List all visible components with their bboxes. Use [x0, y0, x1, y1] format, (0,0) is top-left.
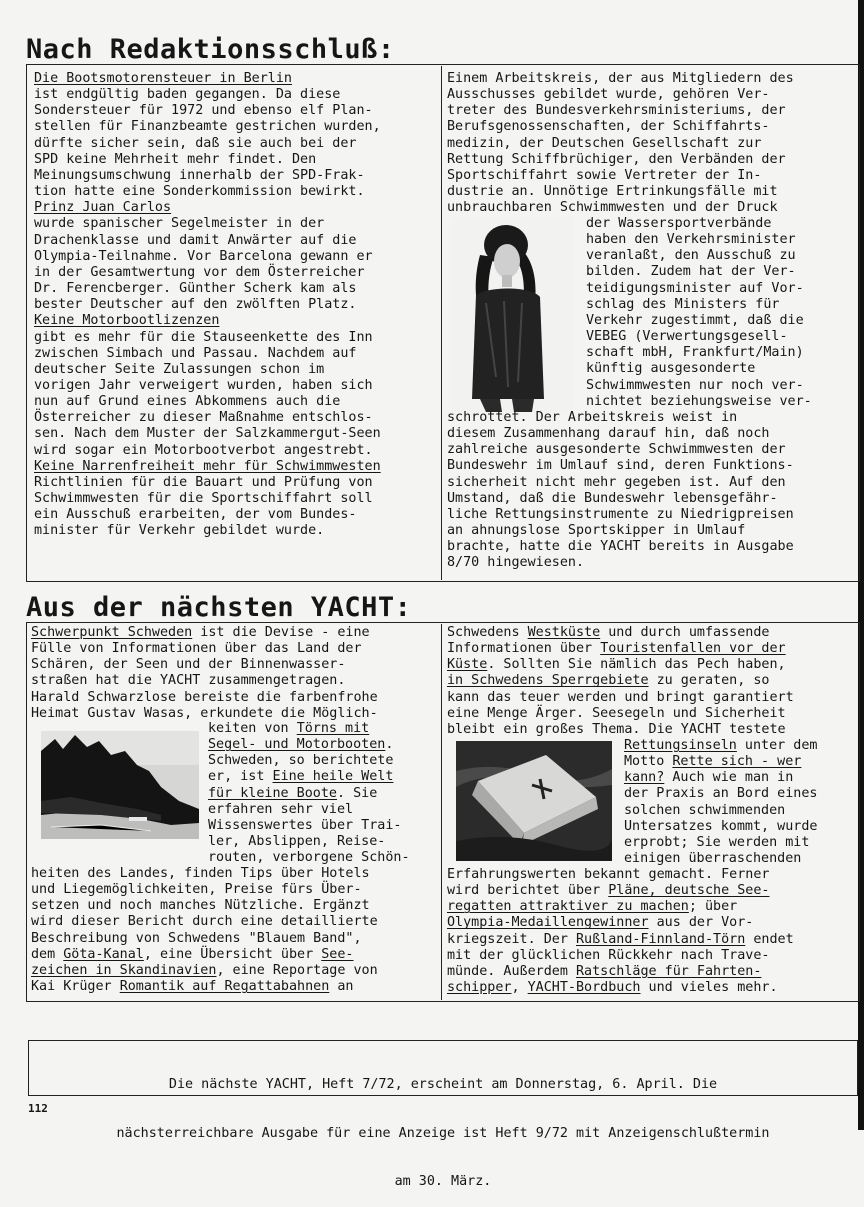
text-line [624, 835, 818, 851]
text-line [208, 721, 410, 737]
topic-highlight: Romantik auf Regattabahnen [119, 979, 330, 995]
text-line [31, 963, 378, 979]
text-line: Meinungsumschwung innerhalb der SPD-Frak- [34, 167, 365, 183]
text-segment: keiten von [208, 721, 297, 736]
text-segment: ist die Devise - eine [192, 625, 370, 640]
text-line [208, 753, 410, 769]
text-line [624, 851, 818, 867]
topic-highlight: Rette sich - wer [672, 754, 802, 770]
text-line: sicherheit nicht mehr gegeben ist. Auf den [447, 474, 786, 490]
topic-highlight: Rußland-Finnland-Törn [576, 931, 746, 947]
topic-highlight: Göta-Kanal [63, 946, 144, 962]
text-segment: heiten des Landes, finden Tips über Hotels [31, 866, 370, 881]
text-line [31, 690, 378, 706]
preview-right-column-wrap [624, 738, 818, 867]
text-line: Einem Arbeitskreis, der aus Mitgliedern des [447, 71, 794, 86]
text-line: ein Ausschuß erarbeiten, der vom Bundes- [34, 507, 357, 523]
text-line: tion hatte eine Sonderkommission bewirkt. [34, 184, 365, 200]
topic-highlight: Ratschläge für Fahrten- [576, 963, 762, 979]
text-line: nun auf Grund eines Abkommens auch die [34, 394, 341, 410]
text-line [208, 834, 410, 850]
text-line [447, 915, 794, 931]
topic-highlight: für kleine Boote [208, 785, 337, 801]
text-line [208, 802, 410, 818]
text-line: liche Rettungsinstrumente zu Niedrigpreisen [447, 506, 794, 522]
text-segment: Untersatzes kommt, wurde [624, 818, 818, 834]
text-line [624, 770, 818, 786]
text-line [31, 657, 378, 673]
text-segment: , eine Übersicht über [143, 946, 322, 962]
preview-left-column-bottom [31, 866, 378, 995]
text-line [447, 948, 794, 964]
sweden-landscape-photo [41, 731, 199, 839]
text-line: Schwimmwesten für die Sportschiffahrt soll [34, 491, 373, 507]
text-segment: . Sollten Sie nämlich das Pech haben, [487, 657, 786, 673]
preview-right-column-bottom [447, 867, 794, 996]
text-line: brachte, hatte die YACHT bereits in Ausgabe [447, 539, 794, 555]
text-segment: wird dieser Bericht durch eine detaillierte [31, 914, 378, 930]
text-segment: er, ist [208, 769, 273, 785]
text-segment: einigen überraschenden [624, 851, 802, 867]
text-line [31, 641, 378, 657]
text-line: Olympia-Teilnahme. Vor Barcelona gewann er [34, 248, 373, 264]
text-line [447, 932, 794, 948]
text-segment: Fülle von Informationen über das Land der [31, 641, 362, 657]
text-line: künftig ausgesonderte [586, 361, 756, 377]
text-segment: wird berichtet über [447, 883, 609, 899]
text-segment: Erfahrungswerten bekannt gemacht. Ferner [447, 867, 770, 882]
text-line: bester Deutscher auf den zwölften Platz. [34, 297, 357, 313]
text-line: diesem Zusammenhang darauf hin, daß noch [447, 426, 770, 442]
text-segment: solchen schwimmenden [624, 802, 786, 818]
text-line [31, 931, 378, 947]
text-segment: Heimat Gustav Wasas, erkundete die Möglich- [31, 705, 378, 721]
text-line [447, 625, 794, 641]
text-segment: kriegszeit. Der [447, 931, 576, 947]
text-line: Bundeswehr im Umlauf sind, deren Funktions- [447, 458, 794, 474]
text-line: zwischen Simbach und Passau. Nachdem auf [34, 345, 357, 361]
text-line [208, 737, 410, 753]
article-headline: Keine Motorbootlizenzen [34, 313, 220, 329]
text-segment: erfahren sehr viel [208, 801, 354, 817]
text-segment: an [329, 979, 354, 995]
text-line: sen. Nach dem Muster der Salzkammergut-Seen [34, 426, 381, 442]
text-line: Sondersteuer für 1972 und ebenso elf Plan- [34, 103, 373, 119]
text-line [447, 867, 794, 883]
text-line: der Wassersportverbände [586, 216, 772, 231]
notice-line: Die nächste YACHT, Heft 7/72, erscheint am Donnerstag, 6. April. Die [168, 1077, 718, 1093]
text-line: schlag des Ministers für [586, 296, 780, 312]
topic-highlight: Eine heile Welt [272, 769, 394, 785]
text-line: an ahnungslose Sportskipper in Umlauf [447, 523, 746, 539]
notice-line: nächsterreichbare Ausgabe für eine Anzeige ist Heft 9/72 mit Anzeigenschlußtermin [116, 1125, 770, 1141]
text-segment: erprobt; Sie werden mit [624, 834, 810, 850]
topic-highlight: Olympia-Medaillengewinner [447, 915, 649, 931]
text-segment: Schwedens [447, 625, 528, 640]
news-right-column-wrap [586, 216, 812, 410]
topic-highlight: See- [321, 946, 354, 962]
text-segment: endet [745, 931, 794, 947]
preview-left-column-wrap [208, 721, 410, 866]
text-segment: ler, Abslippen, Reise- [208, 834, 386, 850]
text-line: Österreicher zu dieser Maßnahme entschlos- [34, 410, 373, 426]
text-segment: Motto [624, 754, 673, 770]
text-line [447, 722, 794, 738]
text-segment: Wissenswertes über Trai- [208, 817, 402, 833]
text-segment: bleibt ein großes Thema. Die YACHT testete [447, 721, 786, 737]
text-line: Ausschusses gebildet wurde, gehören Ver- [447, 87, 770, 103]
preview-left-column-top [31, 625, 378, 722]
life-raft-photo [456, 741, 612, 861]
text-line: wurde spanischer Segelmeister in der [34, 216, 325, 232]
text-line [624, 738, 818, 754]
text-line: bilden. Zudem hat der Ver- [586, 264, 796, 280]
text-segment: und vieles mehr. [640, 980, 778, 996]
text-line: nichtet beziehungsweise ver- [586, 393, 812, 409]
text-line: 8/70 hingewiesen. [447, 555, 585, 571]
text-line: Sportschiffahrt sowie Vertreter der In- [447, 167, 762, 183]
text-segment: . [385, 737, 394, 753]
text-line [447, 673, 794, 689]
text-line: haben den Verkehrsminister [586, 232, 796, 248]
text-segment: ; über [688, 899, 738, 915]
topic-highlight: Pläne, deutsche See- [608, 883, 770, 899]
text-line [447, 980, 794, 996]
column-divider [441, 66, 442, 580]
woman-portrait-photo [452, 217, 574, 412]
topic-highlight: YACHT-Bordbuch [527, 980, 641, 996]
text-segment: Schweden, so berichtete [208, 753, 394, 769]
text-segment: setzen und noch manches Nützliche. Ergänzt [31, 898, 370, 914]
article-headline: Prinz Juan Carlos [34, 200, 172, 216]
topic-highlight: Touristenfallen vor der [600, 641, 786, 657]
text-segment: und Liegemöglichkeiten, Preise fürs Über- [31, 882, 362, 898]
text-segment: Harald Schwarzlose bereiste die farbenfrohe [31, 689, 378, 705]
text-line: teidigungsminister auf Vor- [586, 280, 804, 296]
text-line: Dr. Ferencberger. Günther Scherk kam als [34, 281, 357, 297]
text-line: Schwimmwesten nur noch ver- [586, 377, 804, 393]
news-right-column-top [447, 71, 794, 216]
text-line [624, 803, 818, 819]
text-line: Rettung Schiffbrüchiger, den Verbänden der [447, 151, 786, 167]
text-segment: dem [31, 946, 64, 962]
text-line [31, 673, 378, 689]
text-line: gibt es mehr für die Stauseenkette des Inn [34, 329, 373, 345]
section-heading-redaktionsschluss: Nach Redaktionsschluß: [26, 34, 395, 65]
topic-highlight: in Schwedens Sperrgebiete [447, 673, 649, 689]
text-line [208, 818, 410, 834]
topic-highlight: Küste [447, 657, 488, 673]
text-line [447, 964, 794, 980]
topic-highlight: regatten attraktiver zu machen [447, 899, 689, 915]
news-left-column [34, 71, 381, 540]
text-segment: kann das teuer werden und bringt garantiert [447, 689, 794, 705]
text-segment: , eine Reportage von [216, 962, 378, 978]
text-line: unbrauchbaren Schwimmwesten und der Druck [447, 200, 778, 216]
column-divider [441, 624, 442, 1000]
news-right-column-bottom [447, 410, 794, 572]
text-segment: Beschreibung von Schwedens "Blauem Band", [31, 930, 362, 946]
text-line: Verkehr zugestimmt, daß die [586, 312, 804, 328]
text-line [447, 641, 794, 657]
page-number: 112 [28, 1102, 48, 1115]
text-segment: Informationen über [447, 641, 601, 657]
text-line: Umstand, daß die Bundeswehr lebensgefähr- [447, 490, 778, 506]
text-segment: unter dem [736, 738, 818, 753]
text-line [208, 786, 410, 802]
text-segment: Schären, der Seen und der Binnenwasser- [31, 657, 346, 673]
text-line: schrottet. Der Arbeitskreis weist in [447, 410, 738, 425]
text-line [31, 947, 378, 963]
topic-highlight: kann? [624, 770, 665, 786]
topic-highlight: Schwerpunkt Schweden [31, 625, 193, 640]
text-segment: . Sie [337, 785, 378, 801]
text-line: medizin, der Deutschen Gesellschaft zur [447, 135, 762, 151]
text-segment: Auch wie man in [664, 770, 794, 786]
text-line [31, 706, 378, 722]
text-segment: und durch umfassende [600, 625, 770, 640]
text-line: SPD keine Mehrheit mehr findet. Den [34, 151, 317, 167]
text-line: stellen für Finanzbeamte gestrichen wurden, [34, 119, 381, 135]
text-segment: münde. Außerdem [447, 963, 576, 979]
article-headline: Keine Narrenfreiheit mehr für Schwimmwesten [34, 458, 381, 474]
text-line [447, 899, 794, 915]
text-segment: straßen hat die YACHT zusammengetragen. [31, 673, 346, 689]
text-line: VEBEG (Verwertungsgesell- [586, 329, 788, 345]
text-line: dürfte sicher sein, daß sie auch bei der [34, 135, 357, 151]
text-line [447, 883, 794, 899]
text-line [31, 866, 378, 882]
text-line [208, 769, 410, 785]
text-segment: der Praxis an Bord eines [624, 786, 818, 802]
text-line [624, 819, 818, 835]
text-segment: aus der Vor- [648, 915, 754, 931]
topic-highlight: zeichen in Skandinavien [31, 962, 217, 978]
text-line: wird sogar ein Motorbootverbot angestrebt. [34, 442, 373, 458]
text-line [31, 898, 378, 914]
text-segment: mit der glücklichen Rückkehr nach Trave- [447, 947, 770, 963]
text-line: in der Gesamtwertung vor dem Österreicher [34, 264, 365, 280]
topic-highlight: Rettungsinseln [624, 738, 737, 753]
text-line [447, 657, 794, 673]
text-segment: eine Menge Ärger. Seesegeln und Sicherheit [447, 705, 786, 721]
text-line: ist endgültig baden gegangen. Da diese [34, 87, 341, 103]
text-line [208, 850, 410, 866]
text-line [31, 882, 378, 898]
text-line: deutscher Seite Zulassungen schon im [34, 361, 325, 377]
text-line: Berufsgenossenschaften, der Schiffahrts- [447, 119, 770, 135]
text-line [447, 706, 794, 722]
text-segment: routen, verborgene Schön- [208, 850, 410, 866]
next-issue-notice [28, 1045, 858, 1207]
text-line [31, 625, 378, 641]
text-line [31, 979, 378, 995]
text-line: zahlreiche ausgesonderte Schwimmwesten der [447, 442, 786, 458]
topic-highlight: Segel- und Motorbooten [208, 737, 386, 753]
text-line: Drachenklasse und damit Anwärter auf die [34, 232, 357, 248]
preview-right-column-top [447, 625, 794, 738]
text-line: schaft mbH, Frankfurt/Main) [586, 345, 804, 361]
text-segment: , [511, 980, 528, 996]
text-line: Richtlinien für die Bauart und Prüfung von [34, 474, 373, 490]
text-segment: Kai Krüger [31, 979, 120, 995]
text-line: dustrie an. Unnötige Ertrinkungsfälle mit [447, 184, 778, 200]
text-line [31, 914, 378, 930]
text-line [447, 690, 794, 706]
text-line: minister für Verkehr gebildet wurde. [34, 523, 325, 539]
topic-highlight: Törns mit [296, 721, 370, 736]
topic-highlight: schipper [447, 980, 512, 996]
text-line: treter des Bundesverkehrsministeriums, der [447, 103, 786, 119]
section-heading-next-yacht: Aus der nächsten YACHT: [26, 592, 412, 623]
article-headline: Die Bootsmotorensteuer in Berlin [34, 71, 292, 86]
topic-highlight: Westküste [527, 625, 601, 640]
text-line: vorigen Jahr verweigert wurden, haben sich [34, 377, 373, 393]
text-line [624, 786, 818, 802]
text-line: veranlaßt, den Ausschuß zu [586, 248, 796, 264]
text-line [624, 754, 818, 770]
text-segment: zu geraten, so [648, 673, 770, 689]
notice-line: am 30. März. [394, 1174, 492, 1190]
